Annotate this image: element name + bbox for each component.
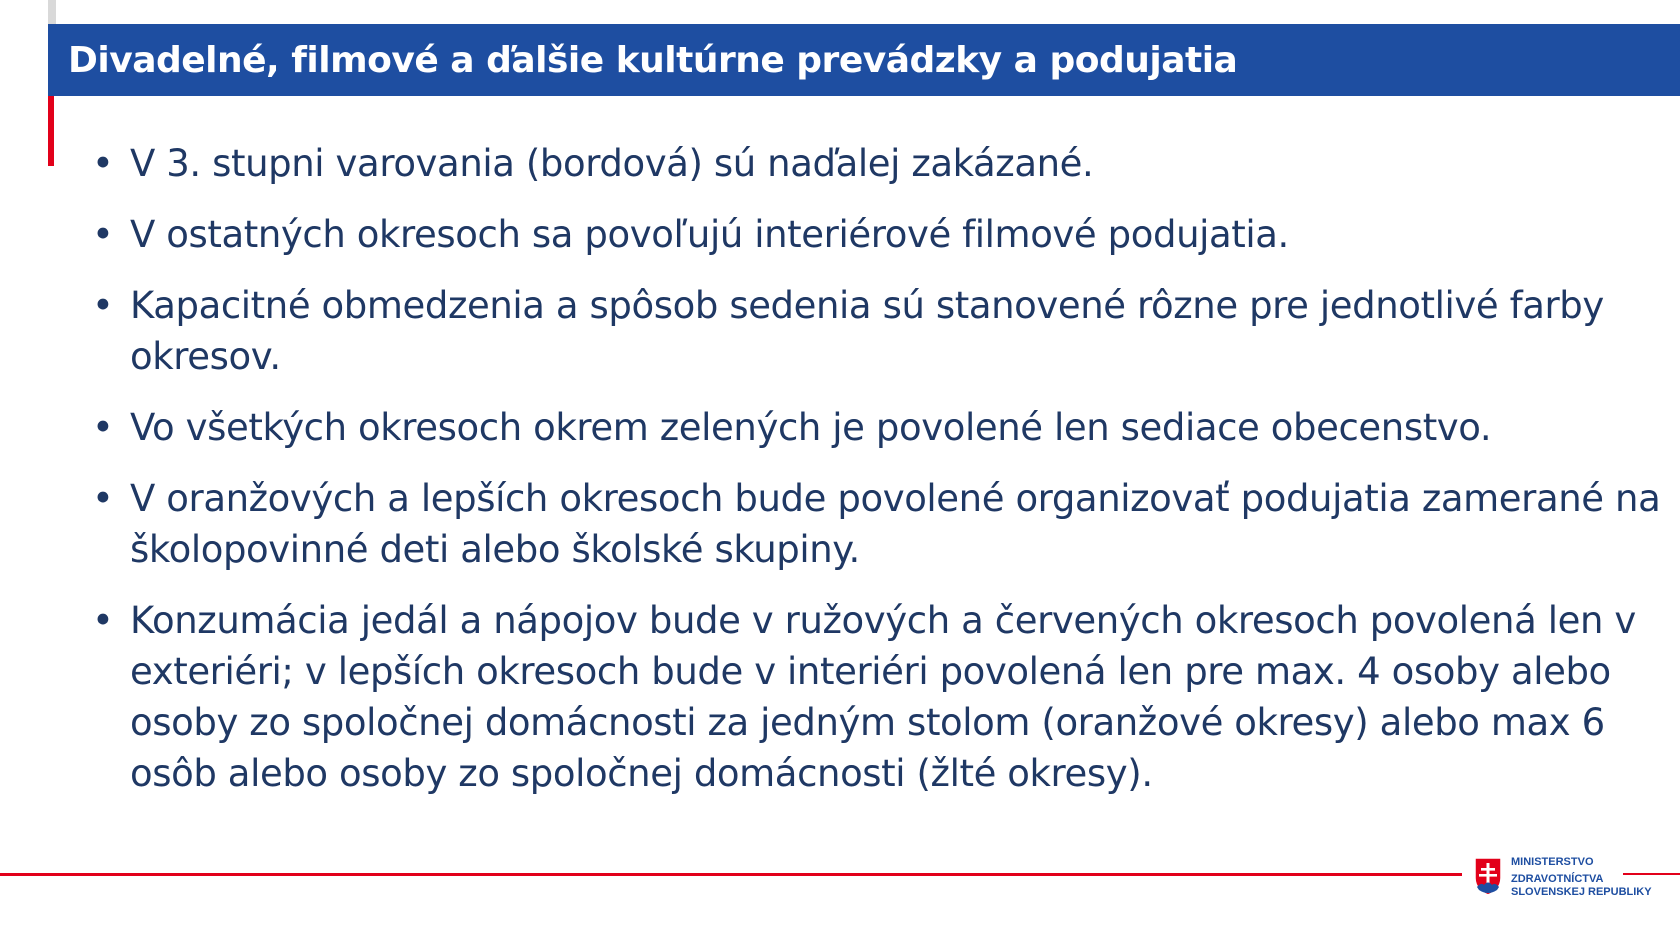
ministry-logo — [1473, 856, 1673, 906]
footer-divider — [0, 873, 1462, 876]
top-strip — [48, 0, 56, 24]
bullet-item — [92, 280, 1662, 382]
bullet-text: Konzumácia jedál a nápojov bude v ružových a červených okresoch povolená len v exteriéri; v lepších okresoch bude v interiéri povolená len pre max. 4 osoby alebo osoby zo spoločnej domácnosti za jedným stolom (oranžové okresy) alebo max 6 osôb alebo osoby zo spoločnej domácnosti (žlté okresy). — [130, 599, 1636, 795]
bullet-text: Vo všetkých okresoch okrem zelených je povolené len sediace obecenstvo. — [130, 406, 1492, 449]
bullet-item — [92, 402, 1662, 453]
logo-line-2: ZDRAVOTNÍCTVA — [1511, 873, 1604, 885]
bullet-list — [92, 138, 1662, 799]
bullet-item — [92, 595, 1662, 799]
bullet-item — [92, 138, 1662, 189]
bullet-marker: • — [92, 599, 114, 642]
bullet-text: V oranžových a lepších okresoch bude povolené organizovať podujatia zamerané na školopovinné deti alebo školské skupiny. — [130, 477, 1661, 571]
red-accent-bar — [48, 96, 54, 166]
bullet-marker: • — [92, 477, 114, 520]
bullet-marker: • — [92, 406, 114, 449]
bullet-item — [92, 473, 1662, 575]
bullet-marker: • — [92, 284, 114, 327]
bullet-text: V 3. stupni varovania (bordová) sú naďalej zakázané. — [130, 142, 1094, 185]
bullet-marker: • — [92, 142, 114, 185]
title-bar — [48, 24, 1680, 96]
bullet-marker: • — [92, 213, 114, 256]
bullet-item — [92, 209, 1662, 260]
slide-title: Divadelné, filmové a ďalšie kultúrne prevádzky a podujatia — [68, 39, 1238, 81]
bullet-text: V ostatných okresoch sa povoľujú interiérové filmové podujatia. — [130, 213, 1289, 256]
logo-line-3: SLOVENSKEJ REPUBLIKY — [1511, 886, 1652, 898]
bullet-text: Kapacitné obmedzenia a spôsob sedenia sú stanovené rôzne pre jednotlivé farby okresov. — [130, 284, 1604, 378]
logo-text — [1511, 856, 1652, 899]
logo-line-1: MINISTERSTVO — [1511, 856, 1594, 868]
slide-content — [92, 138, 1662, 819]
slovak-crest-icon — [1473, 856, 1503, 896]
